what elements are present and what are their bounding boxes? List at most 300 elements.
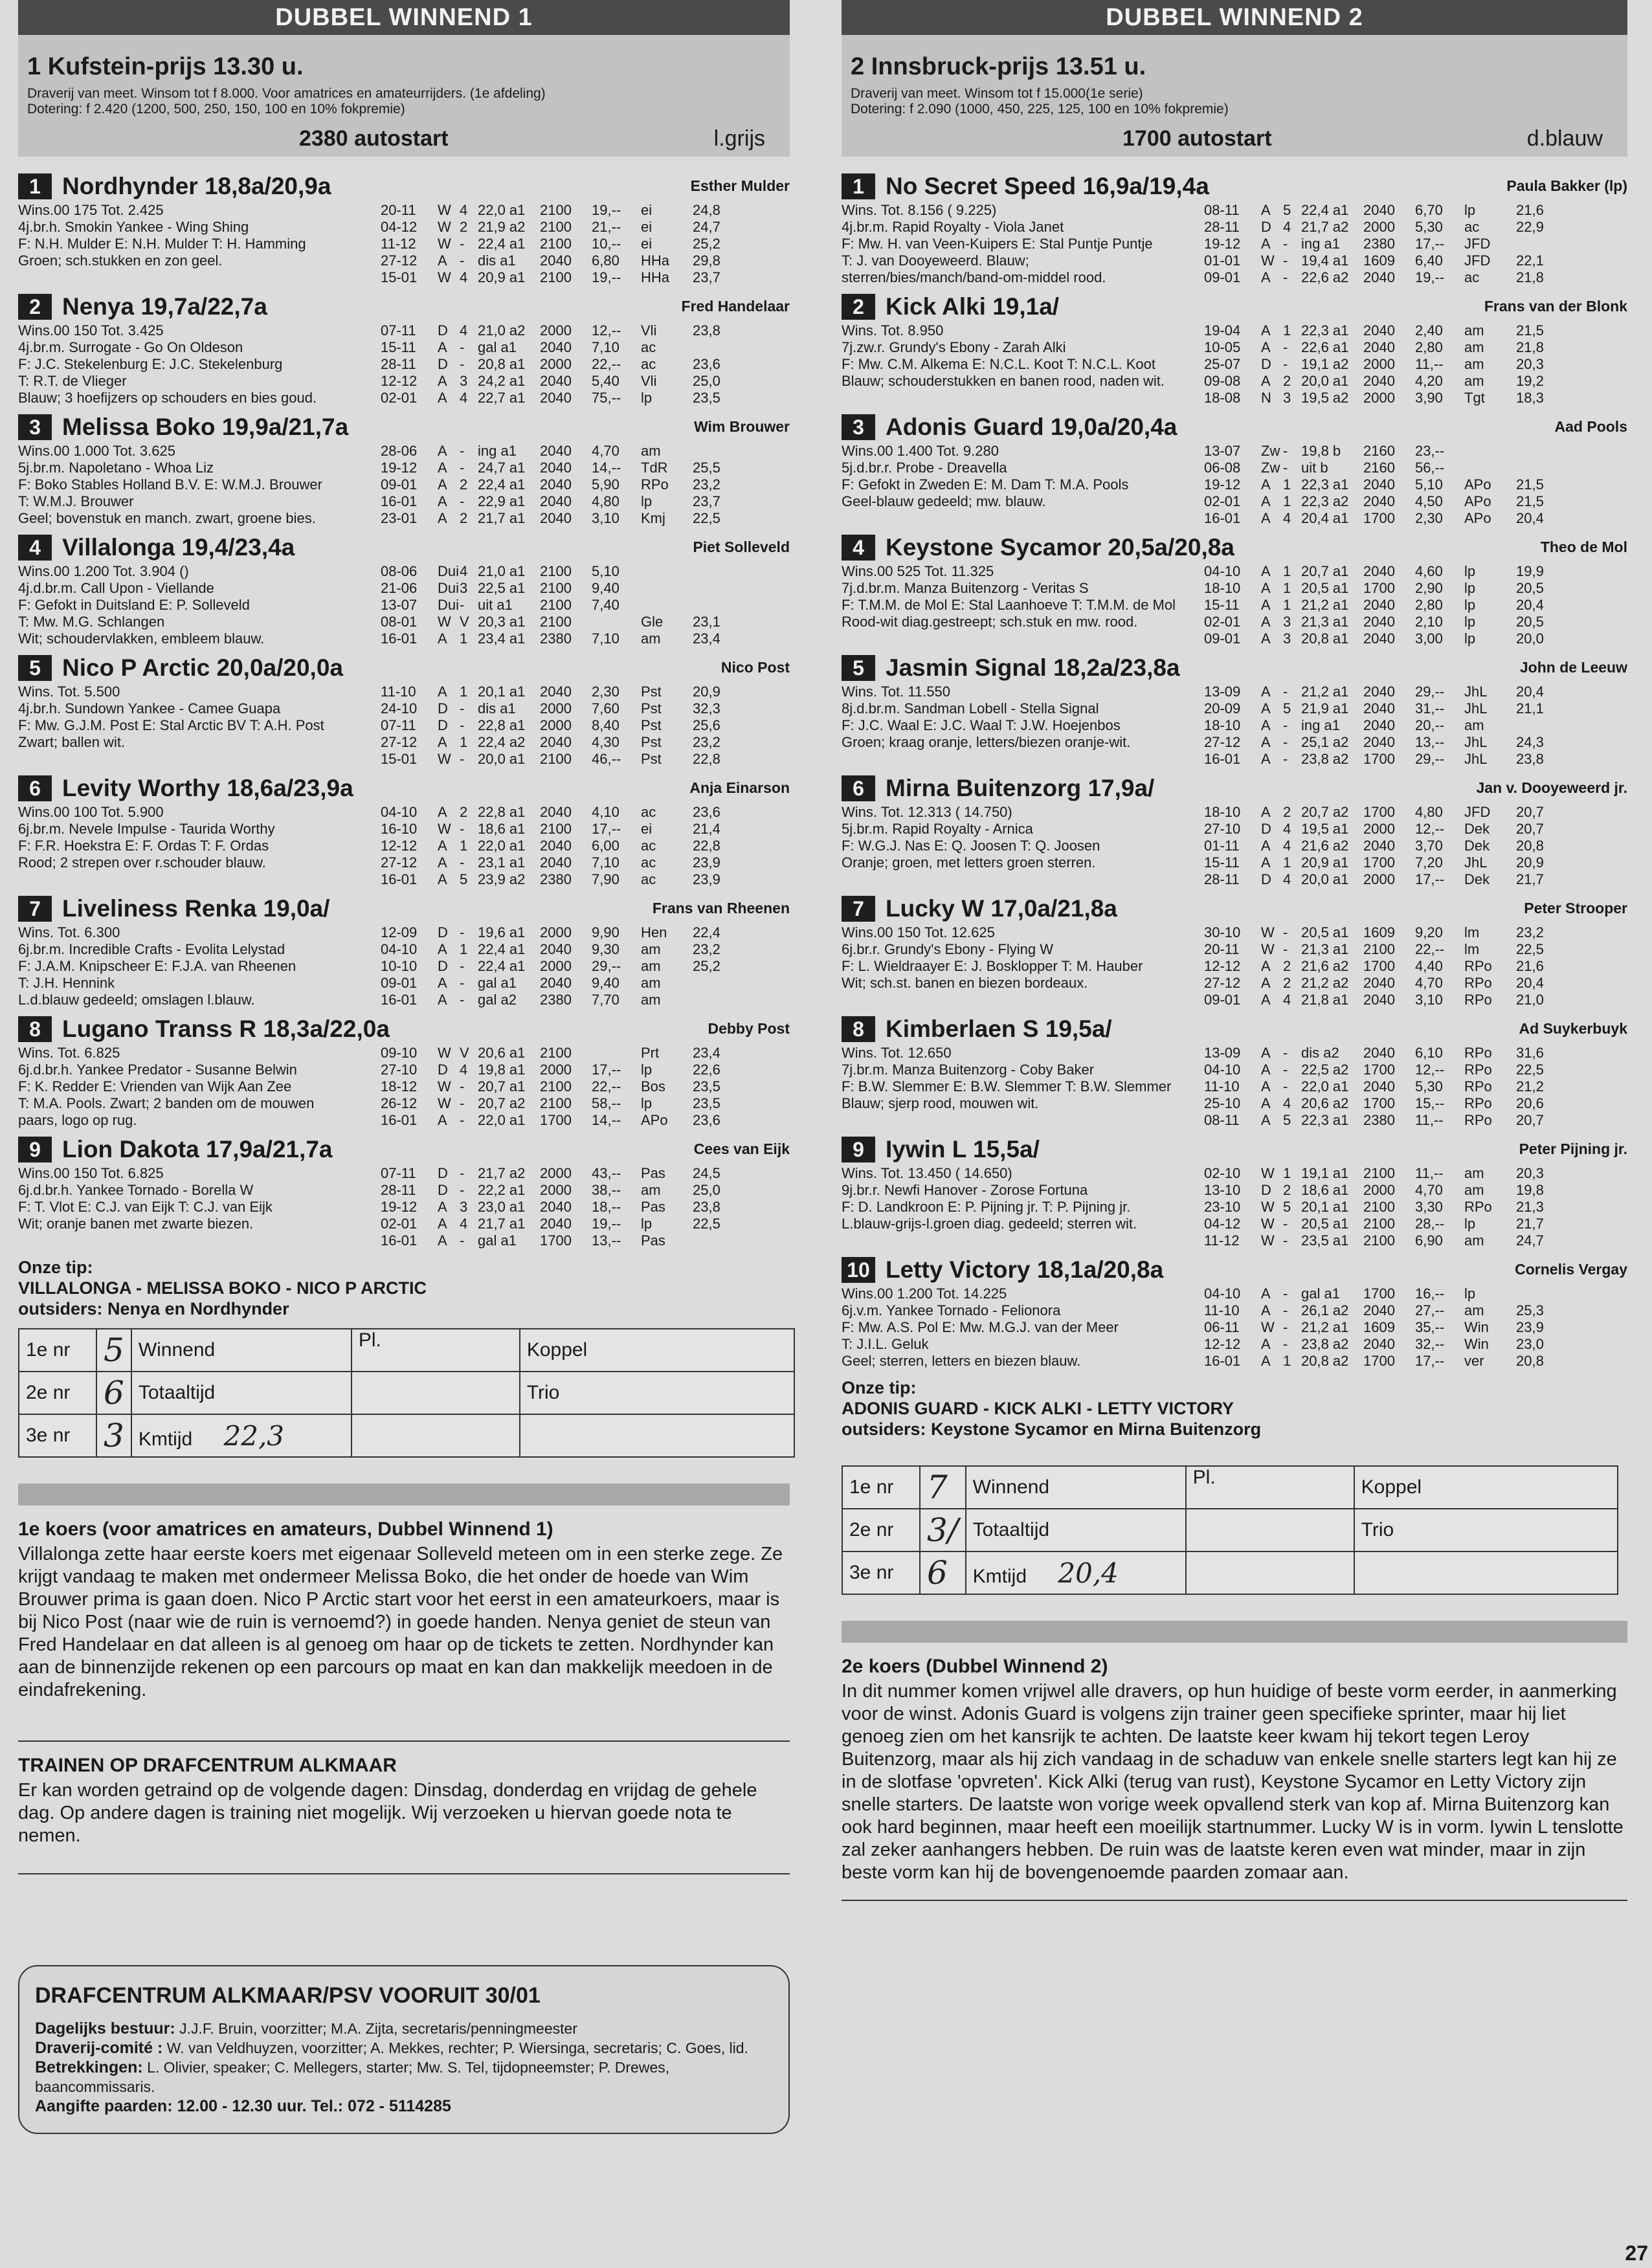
- race-cell: 23,5: [693, 390, 720, 406]
- race-cell: -: [460, 597, 465, 613]
- race-cell: 32,3: [693, 700, 720, 717]
- race-cell: 4: [460, 202, 468, 218]
- race-cell: A: [1261, 700, 1271, 717]
- info-line: Oranje; groen, met letters groen sterren.: [842, 854, 1096, 871]
- race-cell: 20,4: [1516, 510, 1544, 526]
- info-line: 6j.d.br.h. Yankee Predator - Susanne Belwin: [18, 1062, 297, 1078]
- race-cell: 2040: [1363, 992, 1395, 1008]
- race-cell: 20,7: [1516, 1112, 1544, 1128]
- horse-name: Levity Worthy 18,6a/23,9a: [62, 775, 353, 801]
- handwritten-first[interactable]: 7: [920, 1466, 966, 1509]
- info-line: Rood; 2 strepen over r.schouder blauw.: [18, 854, 266, 871]
- info-line: 7j.d.br.m. Manza Buitenzorg - Veritas S: [842, 580, 1089, 596]
- horse-info: [18, 322, 381, 406]
- race-history: [1204, 563, 1627, 647]
- pl-label: Pl.: [1186, 1466, 1354, 1509]
- race-cell: 1: [460, 941, 468, 957]
- info-line: F: T.M.M. de Mol E: Stal Laanhoeve T: T.M.M. de Mol: [842, 597, 1176, 613]
- race-cell: 21,2 a1: [1301, 1319, 1349, 1335]
- race-cell: 6,90: [1415, 1232, 1443, 1249]
- horse-number: 9: [842, 1137, 875, 1162]
- race-cell: Pas: [641, 1199, 665, 1215]
- race-cell: D: [1261, 356, 1271, 372]
- race-cell: lp: [1464, 630, 1476, 647]
- race-cell: 19-12: [381, 460, 418, 476]
- race-cell: -: [1283, 443, 1288, 459]
- horse-number: 4: [842, 535, 875, 561]
- race-cell: A: [1261, 269, 1271, 285]
- race-color: l.grijs: [713, 126, 765, 151]
- horse-entry: [18, 893, 790, 1008]
- race-cell: 21,8: [1516, 269, 1544, 285]
- section-header: DUBBEL WINNEND 1: [18, 0, 790, 35]
- race-cell: 4: [460, 269, 468, 285]
- race-cell: 04-12: [381, 219, 418, 235]
- race-cell: lp: [641, 390, 653, 406]
- race-cell: 2040: [1363, 838, 1395, 854]
- race-cell: 2100: [540, 597, 572, 613]
- race-row: [1204, 219, 1627, 236]
- race-cell: [693, 975, 731, 992]
- horse-entry: [842, 652, 1627, 768]
- info-line: F: Gefokt in Duitsland E: P. Solleveld: [18, 597, 250, 613]
- info-line: Wit; schoudervlakken, embleem blauw.: [18, 630, 265, 647]
- race-cell: 19,5 a1: [1301, 821, 1349, 837]
- race-cell: 31,6: [1516, 1045, 1544, 1061]
- race-row: [381, 1165, 790, 1182]
- trainer-name: Jan v. Dooyeweerd jr.: [1476, 779, 1627, 796]
- horse-info: [18, 1165, 381, 1249]
- race-cell: 2040: [1363, 975, 1395, 991]
- info-line: Wins.00 150 Tot. 12.625: [842, 924, 995, 940]
- handwritten-second[interactable]: 6: [96, 1372, 131, 1414]
- race-cell: -: [1283, 941, 1288, 957]
- race-cell: 2100: [1363, 1216, 1395, 1232]
- info-line: Wins. Tot. 12.313 ( 14.750): [842, 804, 1012, 820]
- race-cell: lp: [641, 1216, 653, 1232]
- horse-info: [18, 804, 381, 888]
- info-line: Wins. Tot. 12.650: [842, 1045, 952, 1061]
- race-cell: 20,9: [1516, 854, 1544, 871]
- race-cell: A: [438, 460, 447, 476]
- race-cell: 1: [460, 684, 468, 700]
- race-cell: A: [1261, 1062, 1271, 1078]
- info-line: F: Mw. G.J.M. Post E: Stal Arctic BV T: A.H. Post: [18, 717, 324, 733]
- race-cell: 1700: [1363, 958, 1395, 974]
- race-cell: 19,5 a2: [1301, 390, 1349, 406]
- race-cell: 02-10: [1204, 1165, 1241, 1181]
- race-cell: 1609: [1363, 252, 1395, 269]
- race-cell: 27,--: [1415, 1302, 1445, 1318]
- race-cell: -: [460, 992, 465, 1008]
- race-history: [381, 684, 790, 768]
- race-cell: 22,5: [1516, 1062, 1544, 1078]
- board-label: Dagelijks bestuur:: [35, 2019, 175, 2038]
- race-cell: 4: [460, 1062, 468, 1078]
- race-cell: 2: [460, 219, 468, 235]
- trainer-name: Frans van Rheenen: [652, 900, 790, 917]
- board-line: L. Olivier, speaker; C. Mellegers, starter; Mw. S. Tel, tijdopneemster; P. Drewes, baancommissaris.: [35, 2059, 670, 2095]
- race-row: [381, 924, 790, 941]
- trainer-name: Wim Brouwer: [693, 418, 790, 435]
- race-prize: Dotering: f 2.090 (1000, 450, 225, 125, 100 en 10% fokpremie): [851, 102, 1229, 117]
- race-cell: Pas: [641, 1232, 665, 1249]
- race-cell: 23,9: [693, 854, 720, 871]
- info-line: Wins. Tot. 6.300: [18, 924, 120, 940]
- race-cell: am: [641, 1182, 661, 1198]
- info-line: 6j.br.m. Nevele Impulse - Taurida Worthy: [18, 821, 275, 837]
- race-cell: 4: [460, 322, 468, 339]
- race-row: [381, 236, 790, 252]
- race-row: [1204, 202, 1627, 219]
- race-cell: 12,--: [592, 322, 621, 339]
- info-line: T: R.T. de Vlieger: [18, 373, 127, 389]
- race-cell: 22,--: [1415, 941, 1445, 957]
- race-cell: 20,8 a2: [1301, 1353, 1349, 1369]
- horse-name: Kimberlaen S 19,5a/: [886, 1016, 1112, 1042]
- race-cell: 23,6: [693, 1112, 720, 1128]
- race-cell: 18,3: [1516, 390, 1544, 406]
- race-cell: 2040: [540, 684, 572, 700]
- race-row: [381, 958, 790, 975]
- race-cell: -: [1283, 460, 1288, 476]
- race-cell: 5: [460, 871, 468, 887]
- race-cell: 13,--: [1415, 734, 1445, 750]
- horse-name: Keystone Sycamor 20,5a/20,8a: [886, 534, 1234, 561]
- race-cell: 2040: [1363, 630, 1395, 647]
- race-cell: 2100: [540, 580, 572, 596]
- race-row: [1204, 443, 1627, 460]
- race-cell: 4,30: [592, 734, 620, 750]
- horse-entry: [18, 291, 790, 406]
- race-cell: 2,80: [1415, 597, 1443, 613]
- trainer-name: Peter Strooper: [1524, 900, 1627, 917]
- race-cell: 9,30: [592, 941, 620, 957]
- info-line: Zwart; ballen wit.: [18, 734, 126, 750]
- trainer-name: Paula Bakker (lp): [1506, 177, 1627, 194]
- race-cell: W: [1261, 1232, 1275, 1249]
- race-cell: D: [1261, 1182, 1271, 1198]
- race-cell: RPo: [1464, 1095, 1492, 1111]
- race-cell: am: [1464, 1232, 1484, 1249]
- race-cell: 12,--: [1415, 821, 1445, 837]
- race-cell: 17,--: [1415, 1353, 1445, 1369]
- race-cell: 58,--: [592, 1095, 621, 1111]
- info-line: Wins.00 150 Tot. 3.425: [18, 322, 164, 339]
- race-cell: A: [438, 804, 447, 820]
- race-cell: 4,20: [1415, 373, 1443, 389]
- section-header: DUBBEL WINNEND 2: [842, 0, 1627, 35]
- race-cell: 2100: [1363, 1232, 1395, 1249]
- race-cell: Bos: [641, 1078, 665, 1095]
- race-cell: 23,4 a1: [478, 630, 526, 647]
- horse-info: [18, 563, 381, 647]
- race-row: [381, 734, 790, 751]
- race-cell: A: [438, 510, 447, 526]
- race-cell: 22,5 a2: [1301, 1062, 1349, 1078]
- horse-name: Melissa Boko 19,9a/21,7a: [62, 414, 349, 440]
- race-cell: 19,--: [592, 202, 621, 218]
- race-cell: 28-11: [381, 356, 416, 372]
- race-cell: 07-11: [381, 1165, 416, 1181]
- race-cell: 20,6 a2: [1301, 1095, 1349, 1111]
- race-prize: Dotering: f 2.420 (1200, 500, 250, 150, 100 en 10% fokpremie): [27, 102, 405, 117]
- trainer-name: Debby Post: [708, 1020, 790, 1037]
- race-cell: V: [460, 614, 469, 630]
- race-cell: 3: [1283, 390, 1291, 406]
- race-row: [1204, 563, 1627, 580]
- race-cell: 14,--: [592, 460, 621, 476]
- race-cell: 2380: [540, 992, 572, 1008]
- race-cell: -: [1283, 356, 1288, 372]
- race-cell: 21,6 a2: [1301, 838, 1349, 854]
- race-cell: 21,9 a1: [1301, 700, 1349, 717]
- race-cell: A: [1261, 597, 1271, 613]
- handwritten-second[interactable]: 3/: [920, 1509, 966, 1551]
- race-cell: 2040: [540, 838, 572, 854]
- race-row: [381, 1216, 790, 1232]
- info-line: Wins. Tot. 6.825: [18, 1045, 120, 1061]
- race-cell: 2380: [1363, 236, 1395, 252]
- race-cell: RPo: [1464, 1199, 1492, 1215]
- race-cell: Pst: [641, 717, 662, 733]
- info-line: F: B.W. Slemmer E: B.W. Slemmer T: B.W. Slemmer: [842, 1078, 1172, 1095]
- race-cell: 20,6: [1516, 1095, 1544, 1111]
- horse-name: Adonis Guard 19,0a/20,4a: [886, 414, 1178, 440]
- race-cell: 2: [460, 476, 468, 493]
- race-cell: 20,0 a1: [1301, 373, 1349, 389]
- train-title: TRAINEN OP DRAFCENTRUM ALKMAAR: [18, 1755, 397, 1776]
- info-line: Blauw; schouderstukken en banen rood, naden wit.: [842, 373, 1165, 389]
- race-cell: 11,--: [1415, 1165, 1444, 1181]
- race-cell: 3: [460, 373, 468, 389]
- race-cell: 56,--: [1415, 460, 1445, 476]
- race-cell: 10,--: [592, 236, 621, 252]
- race-row: [1204, 751, 1627, 768]
- race-cell: 9,20: [1415, 924, 1443, 940]
- race-row: [1204, 390, 1627, 406]
- race-cell: 20,5 a1: [1301, 580, 1349, 596]
- race-cell: A: [438, 630, 447, 647]
- race-cell: Hen: [641, 924, 667, 940]
- race-cell: ing a1: [1301, 236, 1340, 252]
- race-title: 2 Innsbruck-prijs 13.51 u.: [851, 53, 1146, 80]
- race-cell: 27-12: [1204, 975, 1241, 991]
- race-history: [381, 924, 790, 1008]
- race-history: [381, 563, 790, 647]
- info-line: F: Gefokt in Zweden E: M. Dam T: M.A. Pools: [842, 476, 1129, 493]
- horse-entry: [842, 773, 1627, 888]
- race-cell: W: [438, 751, 451, 767]
- right-column: [822, 0, 1652, 2268]
- race-cell: -: [1283, 684, 1288, 700]
- race-cell: A: [1261, 854, 1271, 871]
- horse-name: Letty Victory 18,1a/20,8a: [886, 1256, 1164, 1283]
- horse-entry: [18, 1134, 790, 1249]
- race-history: [1204, 1285, 1627, 1370]
- handwritten-third[interactable]: 3: [96, 1414, 131, 1457]
- handwritten-kmtijd[interactable]: 22,3: [223, 1419, 285, 1452]
- race-cell: 2100: [540, 219, 572, 235]
- race-history: [1204, 684, 1627, 768]
- race-cell: 27-10: [381, 1062, 418, 1078]
- race-cell: 2380: [540, 871, 572, 887]
- race-cell: 20,4: [1516, 684, 1544, 700]
- koers-title: 2e koers (Dubbel Winnend 2): [842, 1656, 1108, 1677]
- race-cell: ei: [641, 821, 653, 837]
- race-cell: 2040: [1363, 1302, 1395, 1318]
- race-cell: 7,70: [592, 992, 620, 1008]
- race-cell: 4,70: [1415, 1182, 1443, 1198]
- race-cell: A: [1261, 1302, 1271, 1318]
- horse-number: 1: [18, 173, 52, 199]
- koers-text: Villalonga zette haar eerste koers met eigenaar Solleveld meteen om in een sterke zege. Ze krijgt vandaag te maken met ondermeer Melissa Boko, die het onder de hoede van Wim Brouwer prima is gaan doen. Nico P Arctic start voor het eerst in een amateurkoers, maar is bij Nico Post (naar wie de ruin is vernoemd?) in goede handen. Nenya geniet de steun van Fred Handelaar en dat alleen is al genoeg om haar op de tickets te zetten. Nordhynder kan aan de binnenzijde rekenen op een parcours op maat en kan dan makkelijk meedoen in de eindafrekening.: [18, 1544, 783, 1700]
- race-row: [381, 219, 790, 236]
- race-cell: 09-01: [381, 975, 418, 991]
- race-cell: APo: [1464, 510, 1491, 526]
- koppel-label: Koppel: [520, 1329, 794, 1372]
- race-cell: A: [1261, 202, 1271, 218]
- race-cell: 24,5: [693, 1165, 720, 1181]
- race-cell: 09-01: [1204, 630, 1241, 647]
- race-cell: 21,8: [1516, 339, 1544, 355]
- race-cell: A: [438, 734, 447, 750]
- race-cell: A: [1261, 1045, 1271, 1061]
- horse-entry: [842, 1254, 1627, 1370]
- race-cell: W: [1261, 1216, 1275, 1232]
- race-cell: -: [1283, 734, 1288, 750]
- race-cell: 21,2 a1: [1301, 684, 1349, 700]
- race-cell: 3,90: [1415, 390, 1443, 406]
- race-cell: am: [641, 975, 661, 991]
- trainer-name: Ad Suykerbuyk: [1519, 1020, 1627, 1037]
- race-cell: 20,8 a1: [478, 356, 526, 372]
- race-cell: 20,7 a1: [478, 1078, 526, 1095]
- info-line: F: W.G.J. Nas E: Q. Joosen T: Q. Joosen: [842, 838, 1100, 854]
- race-cell: 2000: [540, 924, 572, 940]
- race-cell: lp: [641, 1095, 653, 1111]
- race-cell: [693, 597, 731, 614]
- race-row: [1204, 597, 1627, 614]
- handwritten-kmtijd[interactable]: 20,4: [1058, 1557, 1119, 1589]
- race-cell: 2,80: [1415, 339, 1443, 355]
- race-cell: JFD: [1464, 236, 1491, 252]
- race-cell: 2040: [1363, 202, 1395, 218]
- race-cell: 20,5 a1: [1301, 1216, 1349, 1232]
- race-cell: 6,10: [1415, 1045, 1443, 1061]
- race-cell: W: [438, 236, 451, 252]
- race-row: [381, 1078, 790, 1095]
- race-cell: 7,10: [592, 339, 620, 355]
- race-cell: 2040: [540, 339, 572, 355]
- info-line: Wins.00 525 Tot. 11.325: [842, 563, 994, 579]
- race-cell: ac: [641, 854, 656, 871]
- race-cell: 2000: [540, 322, 572, 339]
- race-cell: 2040: [540, 460, 572, 476]
- horse-number: 6: [842, 775, 875, 801]
- race-cell: 19,8: [1516, 1182, 1544, 1198]
- race-cell: 26,1 a2: [1301, 1302, 1349, 1318]
- race-cell: 13-09: [1204, 684, 1241, 700]
- horse-entry: [18, 412, 790, 527]
- board-label: Betrekkingen:: [35, 2058, 143, 2076]
- race-cell: 23,7: [693, 269, 720, 285]
- race-cell: 2040: [540, 941, 572, 957]
- race-cell: 3,30: [1415, 1199, 1443, 1215]
- race-cell: 18-12: [381, 1078, 418, 1095]
- race-cell: 29,--: [1415, 751, 1445, 767]
- race-cell: D: [438, 322, 448, 339]
- race-cell: 19,--: [592, 1216, 621, 1232]
- race-cell: 23,5: [693, 1095, 720, 1111]
- horse-number: 2: [18, 294, 52, 320]
- race-cell: 1: [460, 734, 468, 750]
- race-cell: 22,4 a1: [478, 941, 526, 957]
- race-cell: 23-10: [1204, 1199, 1241, 1215]
- race-cell: Tgt: [1464, 390, 1485, 406]
- race-cell: D: [1261, 821, 1271, 837]
- race-history: [381, 322, 790, 406]
- race-cell: 4: [1283, 1095, 1291, 1111]
- race-cell: 21,5: [1516, 476, 1544, 493]
- race-cell: D: [438, 1165, 448, 1181]
- race-cell: Dek: [1464, 821, 1490, 837]
- race-cell: 4: [460, 390, 468, 406]
- race-history: [1204, 804, 1627, 888]
- race-cell: JhL: [1464, 700, 1488, 717]
- race-cell: 15-11: [1204, 597, 1240, 613]
- race-cell: -: [460, 854, 465, 871]
- race-cell: lp: [1464, 563, 1476, 579]
- race-cell: 22,5 a1: [478, 580, 526, 596]
- race-cell: 22,0 a1: [478, 1112, 526, 1128]
- race-cell: 3,10: [592, 510, 620, 526]
- race-cell: 2,90: [1415, 580, 1443, 596]
- horse-number: 3: [842, 414, 875, 440]
- race-row: [381, 854, 790, 871]
- race-cell: A: [1261, 614, 1271, 630]
- race-row: [381, 1232, 790, 1249]
- race-cell: 28-11: [1204, 219, 1240, 235]
- info-line: Wins.00 150 Tot. 6.825: [18, 1165, 164, 1181]
- info-line: Wins.00 1.000 Tot. 3.625: [18, 443, 175, 459]
- race-cell: 21,0: [1516, 992, 1544, 1008]
- handwritten-first[interactable]: 5: [96, 1329, 131, 1372]
- handwritten-third[interactable]: 6: [920, 1551, 966, 1594]
- horse-name: Mirna Buitenzorg 17,9a/: [886, 775, 1155, 801]
- race-cell: A: [1261, 322, 1271, 339]
- race-cell: A: [1261, 339, 1271, 355]
- race-cell: am: [641, 443, 661, 459]
- race-cell: 20,0 a1: [1301, 871, 1349, 887]
- race-cell: 20,4: [1516, 975, 1544, 991]
- race-cell: 9,40: [592, 975, 620, 991]
- race-row: [381, 838, 790, 854]
- race-cell: N: [1261, 390, 1271, 406]
- race-row: [1204, 1095, 1627, 1112]
- race-cell: 22,0 a1: [478, 838, 526, 854]
- race-cell: 22,4 a1: [478, 476, 526, 493]
- race-cell: Win: [1464, 1336, 1489, 1352]
- info-line: 6j.v.m. Yankee Tornado - Felionora: [842, 1302, 1061, 1318]
- race-cell: 22,0 a1: [1301, 1078, 1349, 1095]
- race-cell: 20,0: [1516, 630, 1544, 647]
- race-cell: 22,7 a1: [478, 390, 526, 406]
- info-line: 6j.br.m. Incredible Crafts - Evolita Lelystad: [18, 941, 285, 957]
- race-cell: 5,30: [1415, 1078, 1443, 1095]
- race-cell: 28-11: [381, 1182, 416, 1198]
- winnend-label: Winnend: [966, 1466, 1186, 1509]
